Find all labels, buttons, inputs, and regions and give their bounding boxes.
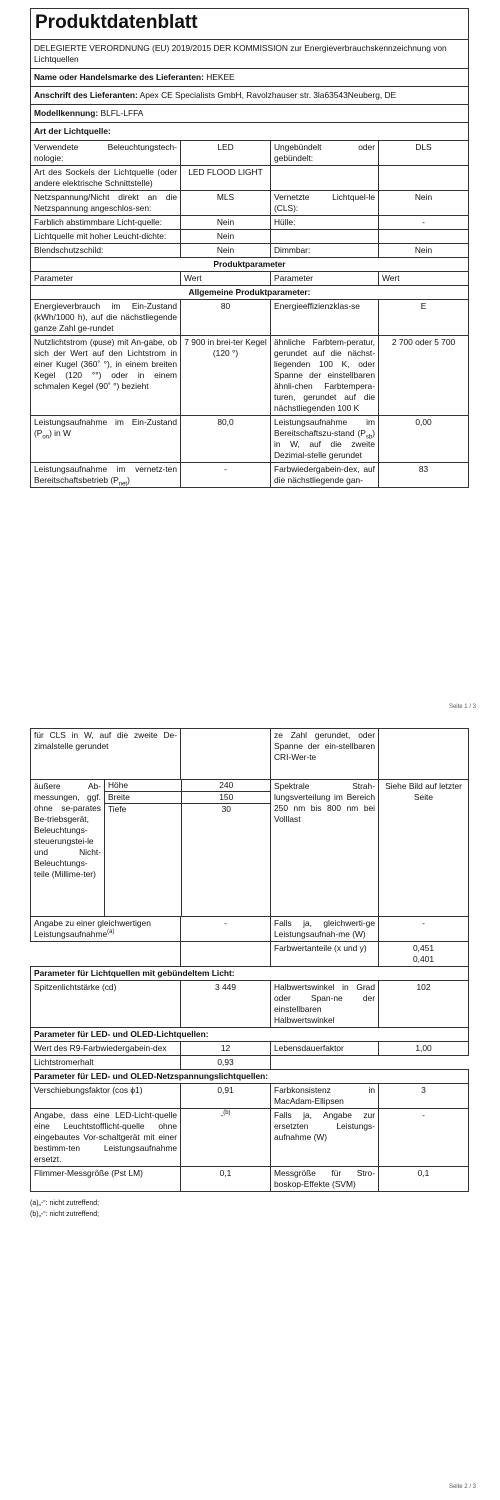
param-label: Verschiebungsfaktor (cos ϕ1) [31, 1084, 181, 1109]
param-value [181, 729, 271, 780]
param-value [181, 1109, 271, 1167]
general-params-heading-row [31, 286, 469, 300]
dimension-name: Breite [105, 792, 181, 804]
param-label: Vernetzte Lichtquel-le (CLS): [271, 191, 379, 216]
table-row [31, 141, 469, 166]
table-row [31, 942, 469, 967]
param-label: für CLS in W, auf die zweite De-zimalstelle gerundet [31, 729, 181, 780]
table-row [31, 191, 469, 216]
param-value: 1,00 [379, 1042, 469, 1056]
dimension-value: 150 [181, 792, 271, 804]
param-value: 83 [379, 463, 469, 488]
regulation-text: DELEGIERTE VERORDNUNG (EU) 2019/2015 DER KOMMISSION zur Energieverbrauchskennzeichnung von Lichtquellen [31, 40, 469, 69]
label-text: ) in W, auf die zweite Dezimal-stelle gerundet [274, 428, 375, 460]
dimension-item [105, 804, 271, 917]
param-label [31, 917, 181, 942]
dimensions-table [105, 780, 271, 916]
param-label: Lichtquelle mit hoher Leucht-dichte: [31, 230, 181, 244]
param-value: Siehe Bild auf letzter Seite [379, 780, 469, 917]
general-params-heading: Allgemeine Produktparameter: [31, 286, 469, 300]
param-label: Farbkonsistenz in MacAdam-Ellipsen [271, 1084, 379, 1109]
led-mains-heading-row [31, 1070, 469, 1084]
param-value: Nein [181, 230, 271, 244]
param-value: LED [181, 141, 271, 166]
supplier-address-row [31, 87, 469, 105]
param-value: - [379, 1109, 469, 1167]
regulation-row [31, 40, 469, 69]
param-label: Nutzlichtstrom (φuse) mit An-gabe, ob sich der Wert auf den Lichtstrom in einer Kugel (360˚ °), in einem breiten Kegel (120 °°) oder in einem schmalen Kegel (90˚ °) bezieht [31, 336, 181, 416]
dimension-name: Tiefe [105, 804, 181, 917]
page-2 [0, 728, 500, 1500]
param-label: ze Zahl gerundet, oder Spanne der ein-stellbaren CRI-Wer-te [271, 729, 379, 780]
param-value [379, 729, 469, 780]
page-number: Seite 2 / 3 [448, 1484, 476, 1490]
title-row [31, 9, 469, 40]
led-mains-heading: Parameter für LED- und OLED-Netzspannungslichtquellen: [31, 1070, 469, 1084]
param-value: Nein [379, 191, 469, 216]
param-label: Spitzenlichtstärke (cd) [31, 981, 181, 1028]
dimension-value: 240 [181, 780, 271, 792]
label-text: ) [127, 475, 130, 485]
label-text: Leistungsaufnahme im vernetz-ten Bereitschaftsbetrieb (P [34, 464, 177, 485]
param-value [379, 942, 469, 967]
table-row [31, 729, 469, 780]
supplier-name-row [31, 69, 469, 87]
label-text: ) in W [49, 428, 71, 438]
label-text: Angabe zu einer gleichwertigen Leistungsaufnahme [34, 918, 151, 939]
param-value: - [181, 463, 271, 488]
label-text: Leistungsaufnahme im Bereitschaftszu-stand (P [274, 417, 375, 438]
directional-heading: Parameter für Lichtquellen mit gebündeltem Licht: [31, 967, 469, 981]
product-params-heading: Produktparameter [31, 258, 469, 272]
chromaticity-y: 0,401 [413, 954, 434, 964]
dimensions-label: äußere Ab-messungen, ggf. ohne se-parates Be-triebsgerät, Beleuchtungs-steuerungstei-le und Nicht-Beleuchtungs-teile (Millime-ter) [31, 780, 105, 917]
product-params-heading-row [31, 258, 469, 272]
param-label: Flimmer-Messgröße (Pst LM) [31, 1167, 181, 1192]
label-subscript: sb [365, 434, 373, 441]
param-value [379, 166, 469, 191]
param-label [271, 166, 379, 191]
param-label: Netzspannung/Nicht direkt an die Netzspannung angeschlos-sen: [31, 191, 181, 216]
dimensions-values [105, 780, 271, 917]
param-label: ähnliche Farbtem-peratur, gerundet auf die nächst-liegenden 100 K, oder Spanne der einstellbaren ähnli-chen Farbtempera-turen, gerundet auf die nächstliegenden 100 K [271, 336, 379, 416]
footnote-marker: (a) [107, 929, 115, 936]
param-label: Dimmbar: [271, 244, 379, 258]
param-label [271, 416, 379, 463]
led-heading-row [31, 1028, 469, 1042]
param-label: Lebensdauerfaktor [271, 1042, 379, 1056]
supplier-address-value: Apex CE Specialists GmbH, Ravolzhauser str. 3la63543Neuberg, DE [139, 90, 397, 100]
footnote-b: (b)„-“: nicht zutreffend; [30, 1211, 100, 1218]
param-value: - [379, 216, 469, 230]
light-source-heading: Art der Lichtquelle: [31, 123, 469, 141]
table-row [31, 300, 469, 336]
column-header-param: Parameter [31, 272, 181, 286]
datasheet-table-2 [30, 728, 469, 1192]
dimension-name: Höhe [105, 780, 181, 792]
page-number: Seite 1 / 3 [448, 704, 476, 710]
model-value: BLFL-LFFA [100, 108, 144, 118]
param-value: 0,1 [379, 1167, 469, 1192]
param-value: MLS [181, 191, 271, 216]
label-text: Leistungsaufnahme im Ein-Zustand (P [34, 417, 177, 438]
param-value: Nein [379, 244, 469, 258]
column-header-row [31, 272, 469, 286]
chromaticity-x: 0,451 [413, 943, 434, 953]
supplier-address-label: Anschrift des Lieferanten: [34, 90, 138, 100]
param-value: DLS [379, 141, 469, 166]
param-label: Verwendete Beleuchtungstech-nologie: [31, 141, 181, 166]
param-label: Farbwiedergabein-dex, auf die nächstliegende gan- [271, 463, 379, 488]
dimension-item [105, 780, 271, 792]
param-label [31, 416, 181, 463]
footnote-marker: (b) [223, 1110, 231, 1117]
param-label: Energieverbrauch im Ein-Zustand (kWh/1000 h), auf die nächstliegende ganze Zahl ge-rundet [31, 300, 181, 336]
param-value: 2 700 oder 5 700 [379, 336, 469, 416]
table-row [31, 1167, 469, 1192]
table-row [31, 216, 469, 230]
param-value: Nein [181, 216, 271, 230]
footnotes [30, 1198, 468, 1220]
model-row [31, 105, 469, 123]
param-label: Ungebündelt oder gebündelt: [271, 141, 379, 166]
param-label: Lichtstromerhalt [31, 1056, 181, 1070]
table-row [31, 1084, 469, 1109]
param-label [31, 463, 181, 488]
column-header-value: Wert [379, 272, 469, 286]
table-row [31, 981, 469, 1028]
param-value: 7 900 in brei-ter Kegel (120 °) [181, 336, 271, 416]
footnote-a: (a)„-“: nicht zutreffend; [30, 1200, 100, 1207]
datasheet-table-1 [30, 8, 469, 488]
param-value: - [379, 917, 469, 942]
light-source-heading-row [31, 123, 469, 141]
dimensions-row [31, 780, 469, 917]
param-value: 3 449 [181, 981, 271, 1028]
page-title: Produktdatenblatt [31, 9, 469, 40]
param-label: Farbwertanteile (x und y) [271, 942, 379, 967]
datasheet-page-2 [30, 728, 468, 1220]
datasheet-page-1 [30, 8, 468, 488]
param-value: Nein [181, 244, 271, 258]
table-row [31, 230, 469, 244]
table-row [31, 917, 469, 942]
param-value: 102 [379, 981, 469, 1028]
value-text: - [220, 1110, 224, 1120]
dimension-value: 30 [221, 804, 231, 814]
table-row [31, 244, 469, 258]
table-row [31, 1109, 469, 1167]
param-label: Messgröße für Stro-boskop-Effekte (SVM) [271, 1167, 379, 1192]
table-row [31, 336, 469, 416]
param-value: 80,0 [181, 416, 271, 463]
param-label: Spektrale Strah-lungsverteilung im Bereich 250 nm bis 800 nm bei Volllast [271, 780, 379, 917]
param-value: 0,93 [181, 1056, 271, 1070]
param-value: 80 [181, 300, 271, 336]
table-row [31, 1042, 469, 1056]
param-label: Blendschutzschild: [31, 244, 181, 258]
param-value: E [379, 300, 469, 336]
param-value: 12 [181, 1042, 271, 1056]
param-label: Halbwertswinkel in Grad oder Span-ne der einstellbaren Halbwertswinkel [271, 981, 379, 1028]
led-heading: Parameter für LED- und OLED-Lichtquellen: [31, 1028, 469, 1042]
column-header-param: Parameter [271, 272, 379, 286]
supplier-name-label: Name oder Handelsmarke des Lieferanten: [34, 72, 204, 82]
label-subscript: on [42, 434, 50, 441]
column-header-value: Wert [181, 272, 271, 286]
directional-heading-row [31, 967, 469, 981]
dimension-item [105, 792, 271, 804]
page-1 [0, 0, 500, 712]
param-value: - [181, 917, 271, 942]
table-row [31, 166, 469, 191]
param-label: Energieeffizienzklas-se [271, 300, 379, 336]
param-label: Falls ja, Angabe zur ersetzten Leistungs-aufnahme (W) [271, 1109, 379, 1167]
model-label: Modellkennung: [34, 108, 99, 118]
param-label: Angabe, dass eine LED-Licht-quelle eine Leuchtstofflicht-quelle ohne eingebautes Vor-schaltgerät mit einer bestimm-ten Leistungsaufnahme ersetzt. [31, 1109, 181, 1167]
table-row [31, 1056, 469, 1070]
table-row [31, 463, 469, 488]
param-label [271, 230, 379, 244]
param-label: Falls ja, gleichwerti-ge Leistungsaufnah-me (W) [271, 917, 379, 942]
label-subscript: net [118, 481, 128, 488]
param-label: Wert des R9-Farbwiedergabein-dex [31, 1042, 181, 1056]
param-value: 0,91 [181, 1084, 271, 1109]
param-value: 0,00 [379, 416, 469, 463]
param-value [379, 230, 469, 244]
param-value: 0,1 [181, 1167, 271, 1192]
param-value: 3 [379, 1084, 469, 1109]
param-label: Art des Sockels der Lichtquelle (oder andere elektrische Schnittstelle) [31, 166, 181, 191]
table-row [31, 416, 469, 463]
param-label: Farblich abstimmbare Licht-quelle: [31, 216, 181, 230]
param-label: Hülle: [271, 216, 379, 230]
supplier-name-value: HEKEE [206, 72, 235, 82]
param-value: LED FLOOD LIGHT [181, 166, 271, 191]
